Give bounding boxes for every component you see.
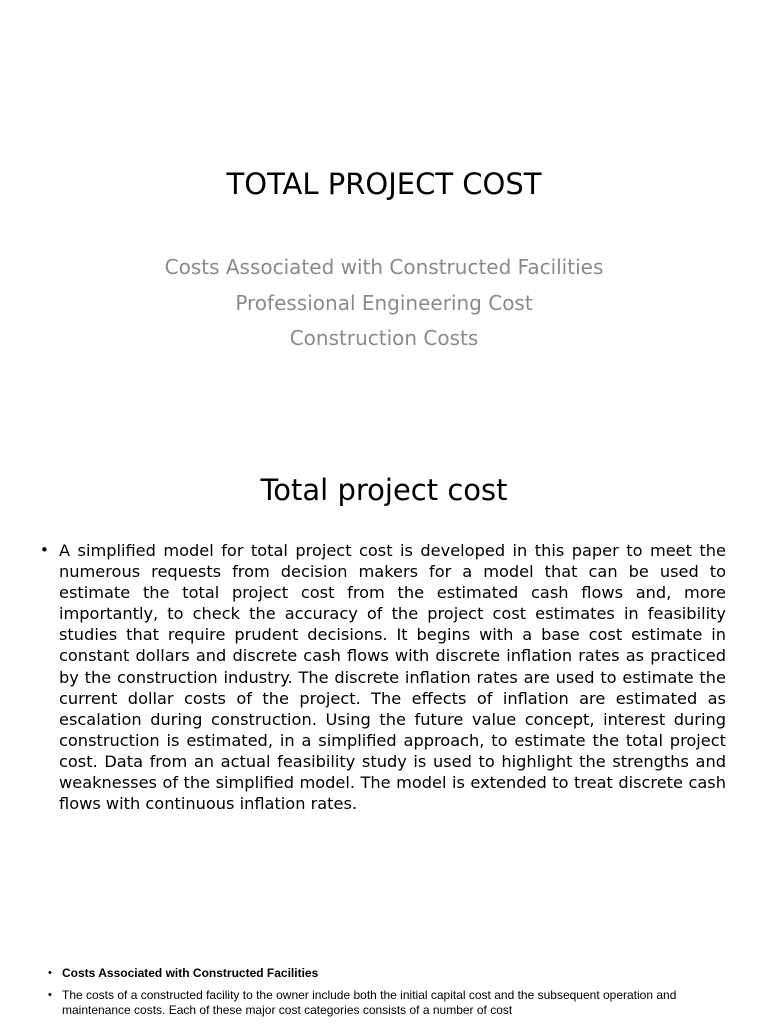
subtitle-line: Costs Associated with Constructed Facilities	[164, 255, 604, 279]
bullet-item	[40, 540, 726, 814]
bullet-list	[48, 966, 708, 1024]
bullet-item	[48, 988, 708, 1019]
slide-heading: Total project cost	[260, 473, 508, 507]
bullet-heading: Costs Associated with Constructed Facilities	[62, 966, 319, 980]
bullet-marker: •	[48, 967, 52, 979]
subtitle-line: Construction Costs	[289, 326, 479, 350]
bullet-marker: •	[40, 541, 49, 559]
slide-costs-associated	[0, 940, 768, 1024]
bullet-item	[48, 966, 708, 982]
bullet-marker: •	[48, 988, 52, 1001]
slide-title-heading: TOTAL PROJECT COST	[226, 167, 542, 201]
subtitle-line: Professional Engineering Cost	[235, 290, 533, 315]
slide-subtitle-list	[0, 250, 768, 357]
bullet-paragraph: The costs of a constructed facility to the owner include both the initial capital cost and the subsequent operation and maintenance costs. Each of these major cost categories consists of a number of cost	[62, 987, 677, 1017]
slide-title	[0, 0, 768, 440]
bullet-paragraph: A simplified model for total project cost is developed in this paper to meet the numerous requests from decision makers for a model that can be used to estimate the total project cost from the estimated cash flows and, more importantly, to check the accuracy of the project cost estimates in feasibility studies that require prudent decisions. It begins with a base cost estimate in constant dollars and discrete cash flows with discrete inflation rates as practiced by the construction industry. The discrete inflation rates are used to estimate the current dollar costs of the project. The effects of inflation are estimated as escalation during construction. Using the future value concept, interest during construction is estimated, in a simplified approach, to estimate the total project cost. Data from an actual feasibility study is used to highlight the strengths and weaknesses of the simplified model. The model is extended to treat discrete cash flows with continuous inflation rates.	[59, 541, 726, 814]
slide-total-project-cost	[0, 440, 768, 940]
